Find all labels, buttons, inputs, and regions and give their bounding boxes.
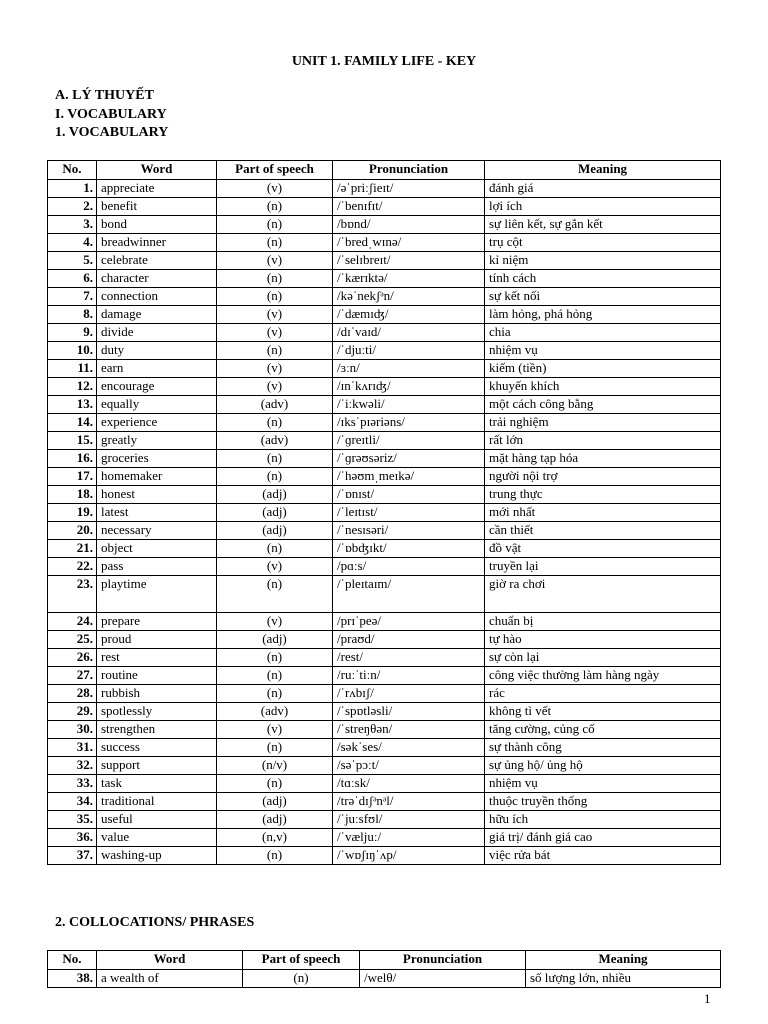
cell-part-of-speech: (adj) — [217, 504, 333, 522]
cell-part-of-speech: (n) — [217, 288, 333, 306]
cell-no: 26. — [48, 649, 97, 667]
cell-part-of-speech: (n,v) — [217, 829, 333, 847]
table-row — [48, 649, 721, 667]
cell-pronunciation: /ˈnesɪsəri/ — [333, 522, 485, 540]
table-row — [48, 270, 721, 288]
cell-part-of-speech: (adj) — [217, 631, 333, 649]
cell-no: 20. — [48, 522, 97, 540]
cell-part-of-speech: (n) — [217, 667, 333, 685]
table-row — [48, 667, 721, 685]
cell-no: 19. — [48, 504, 97, 522]
cell-no: 34. — [48, 793, 97, 811]
cell-part-of-speech: (n) — [217, 576, 333, 613]
cell-pronunciation: /kəˈnekʃᵊn/ — [333, 288, 485, 306]
cell-pronunciation: /ɜːn/ — [333, 360, 485, 378]
cell-meaning: giá trị/ đánh giá cao — [485, 829, 721, 847]
cell-meaning: lợi ích — [485, 198, 721, 216]
cell-part-of-speech: (v) — [217, 306, 333, 324]
cell-pronunciation: /ˈdæmɪʤ/ — [333, 306, 485, 324]
table-row — [48, 324, 721, 342]
cell-pronunciation: /ˈspɒtləsli/ — [333, 703, 485, 721]
cell-word: traditional — [97, 793, 217, 811]
cell-part-of-speech: (n/v) — [217, 757, 333, 775]
section-heading-vocabulary: I. VOCABULARY — [55, 107, 167, 122]
cell-part-of-speech: (adv) — [217, 432, 333, 450]
cell-pronunciation: /ˈjuːsfʊl/ — [333, 811, 485, 829]
cell-part-of-speech: (n) — [217, 342, 333, 360]
cell-pronunciation: /əˈpriːʃieɪt/ — [333, 180, 485, 198]
table-row — [48, 613, 721, 631]
cell-no: 12. — [48, 378, 97, 396]
cell-pronunciation: /ˈɒnɪst/ — [333, 486, 485, 504]
table-row — [48, 468, 721, 486]
cell-no: 23. — [48, 576, 97, 613]
cell-meaning: tính cách — [485, 270, 721, 288]
document-title: UNIT 1. FAMILY LIFE - KEY — [291, 54, 477, 69]
cell-word: support — [97, 757, 217, 775]
cell-no: 10. — [48, 342, 97, 360]
cell-part-of-speech: (v) — [217, 378, 333, 396]
cell-pronunciation: /pɑːs/ — [333, 558, 485, 576]
cell-pronunciation: /ˈiːkwəli/ — [333, 396, 485, 414]
cell-part-of-speech: (adj) — [217, 811, 333, 829]
cell-word: a wealth of — [97, 970, 243, 988]
cell-word: spotlessly — [97, 703, 217, 721]
cell-meaning: cần thiết — [485, 522, 721, 540]
cell-pronunciation: /ˈvæljuː/ — [333, 829, 485, 847]
cell-word: encourage — [97, 378, 217, 396]
cell-no: 4. — [48, 234, 97, 252]
table-row — [48, 829, 721, 847]
cell-pronunciation: /ˈbenɪfɪt/ — [333, 198, 485, 216]
page-number: 1 — [704, 991, 711, 1006]
table-row — [48, 288, 721, 306]
cell-word: pass — [97, 558, 217, 576]
cell-part-of-speech: (n) — [217, 739, 333, 757]
cell-pronunciation: /prɪˈpeə/ — [333, 613, 485, 631]
cell-word: greatly — [97, 432, 217, 450]
table-row — [48, 360, 721, 378]
cell-pronunciation: /ˈɒbʤɪkt/ — [333, 540, 485, 558]
cell-pronunciation: /ˈselɪbreɪt/ — [333, 252, 485, 270]
table-row — [48, 703, 721, 721]
cell-word: experience — [97, 414, 217, 432]
cell-word: routine — [97, 667, 217, 685]
cell-word: rest — [97, 649, 217, 667]
cell-meaning: sự thành công — [485, 739, 721, 757]
table-row — [48, 757, 721, 775]
cell-no: 7. — [48, 288, 97, 306]
cell-part-of-speech: (n) — [243, 970, 360, 988]
table-header-row — [48, 161, 721, 180]
cell-part-of-speech: (n) — [217, 847, 333, 865]
cell-meaning: người nội trợ — [485, 468, 721, 486]
cell-meaning: nhiệm vụ — [485, 342, 721, 360]
cell-word: value — [97, 829, 217, 847]
cell-meaning: một cách công bằng — [485, 396, 721, 414]
table-row — [48, 180, 721, 198]
table-row — [48, 811, 721, 829]
cell-no: 11. — [48, 360, 97, 378]
cell-no: 3. — [48, 216, 97, 234]
cell-meaning: tự hào — [485, 631, 721, 649]
table-row — [48, 486, 721, 504]
cell-word: strengthen — [97, 721, 217, 739]
table-row — [48, 540, 721, 558]
table-row — [48, 847, 721, 865]
cell-no: 31. — [48, 739, 97, 757]
cell-no: 35. — [48, 811, 97, 829]
cell-no: 25. — [48, 631, 97, 649]
cell-no: 5. — [48, 252, 97, 270]
cell-no: 27. — [48, 667, 97, 685]
cell-word: character — [97, 270, 217, 288]
table-row — [48, 378, 721, 396]
cell-meaning: làm hỏng, phá hỏng — [485, 306, 721, 324]
cell-no: 16. — [48, 450, 97, 468]
cell-meaning: công việc thường làm hàng ngày — [485, 667, 721, 685]
cell-no: 2. — [48, 198, 97, 216]
table-row — [48, 234, 721, 252]
cell-part-of-speech: (v) — [217, 360, 333, 378]
cell-meaning: chuẩn bị — [485, 613, 721, 631]
cell-no: 30. — [48, 721, 97, 739]
header-pronunciation: Pronunciation — [360, 951, 526, 970]
cell-no: 9. — [48, 324, 97, 342]
cell-word: object — [97, 540, 217, 558]
header-part-of-speech: Part of speech — [243, 951, 360, 970]
cell-no: 1. — [48, 180, 97, 198]
section-heading-theory: A. LÝ THUYẾT — [55, 88, 154, 103]
cell-word: damage — [97, 306, 217, 324]
cell-no: 37. — [48, 847, 97, 865]
cell-part-of-speech: (adv) — [217, 396, 333, 414]
cell-no: 8. — [48, 306, 97, 324]
table-row — [48, 306, 721, 324]
cell-word: success — [97, 739, 217, 757]
table-row — [48, 342, 721, 360]
cell-word: groceries — [97, 450, 217, 468]
cell-no: 17. — [48, 468, 97, 486]
table-row — [48, 522, 721, 540]
cell-meaning: sự còn lại — [485, 649, 721, 667]
cell-word: rubbish — [97, 685, 217, 703]
cell-part-of-speech: (v) — [217, 252, 333, 270]
table-header-row — [48, 951, 721, 970]
cell-meaning: giờ ra chơi — [485, 576, 721, 613]
cell-pronunciation: /rest/ — [333, 649, 485, 667]
cell-meaning: đánh giá — [485, 180, 721, 198]
cell-meaning: kỉ niệm — [485, 252, 721, 270]
cell-no: 14. — [48, 414, 97, 432]
cell-word: washing-up — [97, 847, 217, 865]
cell-pronunciation: /ɪksˈpɪəriəns/ — [333, 414, 485, 432]
cell-pronunciation: /səkˈses/ — [333, 739, 485, 757]
cell-meaning: sự liên kết, sự gắn kết — [485, 216, 721, 234]
table-row — [48, 775, 721, 793]
cell-word: latest — [97, 504, 217, 522]
cell-word: divide — [97, 324, 217, 342]
cell-part-of-speech: (v) — [217, 558, 333, 576]
cell-meaning: số lượng lớn, nhiều — [526, 970, 721, 988]
cell-word: benefit — [97, 198, 217, 216]
cell-word: prepare — [97, 613, 217, 631]
cell-word: equally — [97, 396, 217, 414]
cell-meaning: rác — [485, 685, 721, 703]
cell-part-of-speech: (n) — [217, 198, 333, 216]
cell-meaning: mặt hàng tạp hóa — [485, 450, 721, 468]
table-row — [48, 450, 721, 468]
cell-pronunciation: /trəˈdɪʃᵊnᵊl/ — [333, 793, 485, 811]
cell-no: 13. — [48, 396, 97, 414]
cell-word: appreciate — [97, 180, 217, 198]
cell-no: 6. — [48, 270, 97, 288]
header-no: No. — [48, 951, 97, 970]
cell-pronunciation: /ˈwɒʃɪŋˈʌp/ — [333, 847, 485, 865]
header-part-of-speech: Part of speech — [217, 161, 333, 180]
cell-meaning: khuyến khích — [485, 378, 721, 396]
cell-part-of-speech: (v) — [217, 180, 333, 198]
cell-word: duty — [97, 342, 217, 360]
table-row — [48, 721, 721, 739]
cell-meaning: đồ vật — [485, 540, 721, 558]
cell-meaning: sự ủng hộ/ ủng hộ — [485, 757, 721, 775]
cell-meaning: nhiệm vụ — [485, 775, 721, 793]
cell-part-of-speech: (n) — [217, 450, 333, 468]
cell-no: 18. — [48, 486, 97, 504]
cell-pronunciation: /bɒnd/ — [333, 216, 485, 234]
cell-pronunciation: /ˈdjuːti/ — [333, 342, 485, 360]
table-row — [48, 739, 721, 757]
vocabulary-table — [47, 160, 721, 865]
cell-part-of-speech: (n) — [217, 775, 333, 793]
cell-no: 28. — [48, 685, 97, 703]
table-row — [48, 396, 721, 414]
table-row — [48, 252, 721, 270]
cell-meaning: việc rửa bát — [485, 847, 721, 865]
cell-word: breadwinner — [97, 234, 217, 252]
cell-meaning: thuộc truyền thống — [485, 793, 721, 811]
cell-meaning: tăng cường, củng cố — [485, 721, 721, 739]
cell-part-of-speech: (v) — [217, 324, 333, 342]
cell-meaning: không tì vết — [485, 703, 721, 721]
cell-no: 29. — [48, 703, 97, 721]
cell-meaning: sự kết nối — [485, 288, 721, 306]
header-word: Word — [97, 951, 243, 970]
cell-no: 15. — [48, 432, 97, 450]
cell-pronunciation: /ˈɡreɪtli/ — [333, 432, 485, 450]
cell-pronunciation: /dɪˈvaɪd/ — [333, 324, 485, 342]
cell-no: 24. — [48, 613, 97, 631]
table-row — [48, 631, 721, 649]
cell-word: connection — [97, 288, 217, 306]
cell-meaning: chia — [485, 324, 721, 342]
cell-pronunciation: /ˈɡrəʊsəriz/ — [333, 450, 485, 468]
table-row — [48, 793, 721, 811]
cell-pronunciation: /ɪnˈkʌrɪʤ/ — [333, 378, 485, 396]
table-row — [48, 414, 721, 432]
cell-word: useful — [97, 811, 217, 829]
subsection-heading-collocations: 2. COLLOCATIONS/ PHRASES — [55, 915, 255, 930]
cell-part-of-speech: (adv) — [217, 703, 333, 721]
cell-pronunciation: /ˈstreŋθən/ — [333, 721, 485, 739]
cell-part-of-speech: (n) — [217, 540, 333, 558]
cell-meaning: trung thực — [485, 486, 721, 504]
cell-pronunciation: /ˈbredˌwɪnə/ — [333, 234, 485, 252]
cell-part-of-speech: (n) — [217, 216, 333, 234]
cell-word: task — [97, 775, 217, 793]
cell-no: 22. — [48, 558, 97, 576]
cell-part-of-speech: (n) — [217, 649, 333, 667]
cell-part-of-speech: (n) — [217, 270, 333, 288]
cell-part-of-speech: (n) — [217, 468, 333, 486]
table-row — [48, 198, 721, 216]
table-row — [48, 504, 721, 522]
cell-meaning: truyền lại — [485, 558, 721, 576]
cell-part-of-speech: (n) — [217, 414, 333, 432]
cell-no: 36. — [48, 829, 97, 847]
cell-part-of-speech: (adj) — [217, 486, 333, 504]
collocations-table — [47, 950, 721, 988]
header-word: Word — [97, 161, 217, 180]
header-pronunciation: Pronunciation — [333, 161, 485, 180]
cell-meaning: mới nhất — [485, 504, 721, 522]
cell-pronunciation: /ˈpleɪtaɪm/ — [333, 576, 485, 613]
cell-pronunciation: /welθ/ — [360, 970, 526, 988]
cell-part-of-speech: (v) — [217, 613, 333, 631]
cell-word: necessary — [97, 522, 217, 540]
cell-pronunciation: /ˈkærɪktə/ — [333, 270, 485, 288]
cell-no: 38. — [48, 970, 97, 988]
cell-part-of-speech: (n) — [217, 234, 333, 252]
subsection-heading-vocabulary: 1. VOCABULARY — [55, 125, 169, 140]
table-row — [48, 558, 721, 576]
cell-no: 32. — [48, 757, 97, 775]
cell-word: proud — [97, 631, 217, 649]
cell-meaning: hữu ích — [485, 811, 721, 829]
cell-pronunciation: /ˈleɪtɪst/ — [333, 504, 485, 522]
cell-pronunciation: /ˈrʌbɪʃ/ — [333, 685, 485, 703]
cell-part-of-speech: (adj) — [217, 522, 333, 540]
table-row — [48, 576, 721, 613]
cell-pronunciation: /səˈpɔːt/ — [333, 757, 485, 775]
cell-word: playtime — [97, 576, 217, 613]
table-row — [48, 970, 721, 988]
cell-pronunciation: /praʊd/ — [333, 631, 485, 649]
header-meaning: Meaning — [485, 161, 721, 180]
header-no: No. — [48, 161, 97, 180]
cell-word: bond — [97, 216, 217, 234]
cell-no: 21. — [48, 540, 97, 558]
cell-part-of-speech: (v) — [217, 721, 333, 739]
cell-pronunciation: /ruːˈtiːn/ — [333, 667, 485, 685]
cell-meaning: rất lớn — [485, 432, 721, 450]
header-meaning: Meaning — [526, 951, 721, 970]
cell-word: homemaker — [97, 468, 217, 486]
cell-word: earn — [97, 360, 217, 378]
cell-no: 33. — [48, 775, 97, 793]
cell-word: honest — [97, 486, 217, 504]
cell-pronunciation: /tɑːsk/ — [333, 775, 485, 793]
cell-word: celebrate — [97, 252, 217, 270]
cell-meaning: trải nghiệm — [485, 414, 721, 432]
cell-part-of-speech: (n) — [217, 685, 333, 703]
cell-part-of-speech: (adj) — [217, 793, 333, 811]
table-row — [48, 685, 721, 703]
table-row — [48, 432, 721, 450]
cell-meaning: kiếm (tiền) — [485, 360, 721, 378]
cell-meaning: trụ cột — [485, 234, 721, 252]
cell-pronunciation: /ˈhəʊmˌmeɪkə/ — [333, 468, 485, 486]
table-row — [48, 216, 721, 234]
